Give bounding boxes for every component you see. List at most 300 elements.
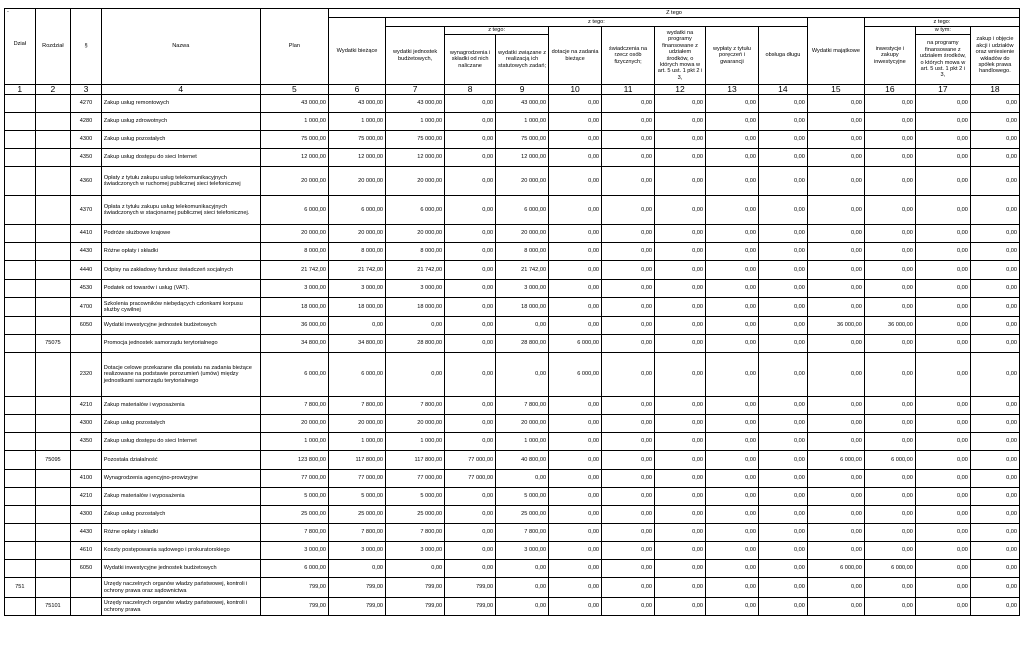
cell-amount: 25 000,00 [260,506,328,524]
cell-amount: 0,00 [915,415,970,433]
cell-amount: 0,00 [915,470,970,488]
cell-amount: 0,00 [655,415,706,433]
cell-amount: 0,00 [655,196,706,225]
table-row [5,598,1020,616]
cell-amount: 0,00 [549,506,602,524]
cell-amount: 0,00 [970,353,1019,397]
cell-dzial [5,451,36,470]
cell-amount: 6 000,00 [386,196,445,225]
cell-amount: 0,00 [758,488,807,506]
cell-rozdzial: 75095 [35,451,71,470]
cell-rozdzial [35,470,71,488]
cell-amount: 0,00 [602,317,655,335]
cell-amount: 0,00 [758,335,807,353]
cell-amount: 7 800,00 [329,524,386,542]
table-row [5,415,1020,433]
cell-amount: 0,00 [807,353,864,397]
header-programy-majatkowe: na programy finansowane z udziałem środków, o których mowa w art. 5 ust. 1 pkt 2 i 3, [915,35,970,85]
cell-amount: 123 800,00 [260,451,328,470]
cell-amount: 0,00 [329,317,386,335]
cell-amount: 0,00 [445,298,496,317]
cell-amount: 0,00 [970,488,1019,506]
cell-amount: 43 000,00 [260,95,328,113]
cell-dzial [5,335,36,353]
cell-nazwa: Różne opłaty i składki [101,524,260,542]
cell-amount: 0,00 [496,470,549,488]
cell-amount: 0,00 [705,542,758,560]
header-obsluga: obsługa długu [758,27,807,85]
cell-amount: 20 000,00 [260,225,328,243]
cell-amount: 7 800,00 [386,397,445,415]
cell-rozdzial [35,524,71,542]
cell-amount: 0,00 [705,488,758,506]
cell-amount: 0,00 [602,335,655,353]
cell-amount: 0,00 [705,149,758,167]
cell-amount: 0,00 [758,280,807,298]
cell-dzial [5,560,36,578]
header-z-tego-2: z tego: [386,18,808,27]
cell-nazwa: Urzędy naczelnych organów władzy państwowej, kontroli i ochrony prawa oraz sądownictwa [101,578,260,598]
cell-amount: 20 000,00 [329,415,386,433]
cell-dzial [5,225,36,243]
cell-rozdzial [35,131,71,149]
cell-amount: 7 800,00 [496,397,549,415]
header-z-tego-4: z tego: [864,18,1019,27]
cell-amount: 0,00 [807,243,864,261]
table-row [5,488,1020,506]
cell-amount: 75 000,00 [260,131,328,149]
cell-amount: 0,00 [970,149,1019,167]
cell-nazwa: Zakup materiałów i wyposażenia [101,488,260,506]
cell-amount: 0,00 [602,280,655,298]
cell-amount: 0,00 [758,298,807,317]
cell-paragraf: 4440 [71,261,102,280]
column-number: 7 [386,85,445,95]
cell-amount: 0,00 [758,131,807,149]
column-number: 5 [260,85,328,95]
cell-amount: 0,00 [807,196,864,225]
cell-amount: 20 000,00 [329,225,386,243]
cell-amount: 6 000,00 [864,560,915,578]
cell-dzial [5,506,36,524]
cell-amount: 0,00 [864,280,915,298]
cell-amount: 0,00 [602,524,655,542]
cell-amount: 0,00 [602,470,655,488]
cell-amount: 0,00 [807,167,864,196]
column-number: 11 [602,85,655,95]
cell-amount: 117 800,00 [386,451,445,470]
cell-nazwa: Wynagrodzenia agencyjno-prowizyjne [101,470,260,488]
cell-amount: 0,00 [655,488,706,506]
cell-amount: 3 000,00 [329,280,386,298]
cell-amount: 0,00 [549,397,602,415]
cell-amount: 0,00 [864,524,915,542]
cell-amount: 0,00 [970,451,1019,470]
cell-amount: 8 000,00 [329,243,386,261]
cell-nazwa: Urzędy naczelnych organów władzy państwowej, kontroli i ochrony prawa [101,598,260,616]
cell-amount: 0,00 [864,113,915,131]
cell-rozdzial [35,196,71,225]
table-row [5,560,1020,578]
cell-amount: 0,00 [864,397,915,415]
cell-amount: 0,00 [705,261,758,280]
cell-amount: 0,00 [445,506,496,524]
cell-amount: 0,00 [758,451,807,470]
cell-nazwa: Opłata z tytułu zakupu usług telekomunikacyjnych świadczonych w stacjonarnej publicznej sieci telefonicznej. [101,196,260,225]
cell-paragraf: 4360 [71,167,102,196]
cell-amount: 0,00 [549,451,602,470]
cell-amount: 0,00 [496,560,549,578]
header-marker: - [7,9,9,15]
cell-amount: 0,00 [915,113,970,131]
cell-amount: 6 000,00 [864,451,915,470]
cell-amount: 0,00 [445,261,496,280]
cell-amount: 0,00 [549,261,602,280]
cell-amount: 0,00 [705,451,758,470]
table-row [5,470,1020,488]
table-row [5,433,1020,451]
cell-amount: 0,00 [758,261,807,280]
cell-amount: 0,00 [864,196,915,225]
cell-amount: 0,00 [549,167,602,196]
cell-rozdzial [35,280,71,298]
cell-dzial [5,261,36,280]
cell-amount: 0,00 [386,560,445,578]
cell-amount: 0,00 [807,506,864,524]
cell-amount: 0,00 [655,542,706,560]
cell-amount: 0,00 [705,317,758,335]
cell-dzial [5,131,36,149]
cell-rozdzial: 75101 [35,598,71,616]
cell-amount: 0,00 [386,353,445,397]
cell-amount: 0,00 [807,335,864,353]
cell-amount: 21 742,00 [386,261,445,280]
cell-nazwa: Zakup usług pozostałych [101,131,260,149]
cell-amount: 0,00 [445,131,496,149]
cell-amount: 0,00 [758,167,807,196]
cell-amount: 0,00 [758,578,807,598]
cell-amount: 12 000,00 [329,149,386,167]
cell-amount: 12 000,00 [260,149,328,167]
cell-amount: 3 000,00 [260,280,328,298]
cell-amount: 0,00 [915,298,970,317]
cell-amount: 0,00 [496,578,549,598]
cell-amount: 0,00 [970,335,1019,353]
cell-amount: 0,00 [915,560,970,578]
cell-amount: 0,00 [807,433,864,451]
cell-amount: 0,00 [602,95,655,113]
cell-amount: 0,00 [970,524,1019,542]
cell-amount: 7 800,00 [260,397,328,415]
cell-amount: 0,00 [915,524,970,542]
table-row [5,196,1020,225]
cell-paragraf [71,335,102,353]
cell-rozdzial [35,113,71,131]
cell-amount: 0,00 [655,167,706,196]
cell-dzial [5,298,36,317]
cell-amount: 0,00 [705,225,758,243]
cell-amount: 0,00 [602,298,655,317]
cell-amount: 5 000,00 [386,488,445,506]
cell-amount: 0,00 [758,415,807,433]
cell-amount: 0,00 [655,560,706,578]
cell-amount: 0,00 [445,560,496,578]
header-dzial-label: Dział [13,41,26,48]
cell-amount: 75 000,00 [496,131,549,149]
cell-amount: 43 000,00 [386,95,445,113]
cell-nazwa: Zakup usług zdrowotnych [101,113,260,131]
cell-amount: 20 000,00 [386,415,445,433]
cell-amount: 5 000,00 [260,488,328,506]
cell-amount: 77 000,00 [445,470,496,488]
cell-amount: 0,00 [549,149,602,167]
cell-nazwa: Pozostała działalność [101,451,260,470]
header-wyplaty: wypłaty z tytułu poręczeń i gwarancji [705,27,758,85]
cell-amount: 0,00 [864,542,915,560]
cell-amount: 6 000,00 [549,335,602,353]
cell-amount: 28 800,00 [386,335,445,353]
cell-amount: 0,00 [915,167,970,196]
cell-amount: 0,00 [915,317,970,335]
cell-amount: 20 000,00 [329,167,386,196]
cell-dzial [5,149,36,167]
cell-amount: 0,00 [445,335,496,353]
cell-dzial [5,488,36,506]
cell-rozdzial [35,298,71,317]
cell-nazwa: Koszty postępowania sądowego i prokuratorskiego [101,542,260,560]
cell-amount: 0,00 [705,397,758,415]
cell-rozdzial [35,488,71,506]
cell-rozdzial: 75075 [35,335,71,353]
cell-amount: 0,00 [655,261,706,280]
cell-amount: 1 000,00 [329,113,386,131]
cell-amount: 0,00 [970,542,1019,560]
cell-amount: 0,00 [864,131,915,149]
cell-amount: 0,00 [915,542,970,560]
cell-amount: 21 742,00 [260,261,328,280]
cell-amount: 0,00 [758,397,807,415]
cell-amount: 0,00 [655,95,706,113]
cell-amount: 0,00 [970,598,1019,616]
cell-dzial [5,243,36,261]
header-inwestycje: inwestycje i zakupy inwestycyjne [864,27,915,85]
cell-dzial [5,167,36,196]
cell-dzial [5,397,36,415]
column-number: 14 [758,85,807,95]
cell-paragraf: 4530 [71,280,102,298]
cell-amount: 0,00 [602,506,655,524]
cell-paragraf: 4300 [71,131,102,149]
cell-nazwa: Podróże służbowe krajowe [101,225,260,243]
cell-amount: 0,00 [549,524,602,542]
cell-amount: 0,00 [445,353,496,397]
cell-amount: 0,00 [864,470,915,488]
cell-amount: 0,00 [807,415,864,433]
cell-amount: 0,00 [807,397,864,415]
cell-amount: 1 000,00 [260,113,328,131]
cell-amount: 0,00 [602,261,655,280]
cell-dzial [5,598,36,616]
cell-amount: 0,00 [602,397,655,415]
cell-amount: 36 000,00 [807,317,864,335]
cell-amount: 0,00 [970,280,1019,298]
cell-amount: 20 000,00 [260,167,328,196]
cell-amount: 0,00 [864,335,915,353]
cell-amount: 0,00 [549,470,602,488]
cell-amount: 0,00 [655,353,706,397]
cell-amount: 20 000,00 [496,415,549,433]
column-number: 16 [864,85,915,95]
cell-amount: 0,00 [705,280,758,298]
cell-paragraf: 4210 [71,397,102,415]
cell-amount: 0,00 [758,243,807,261]
cell-amount: 0,00 [915,149,970,167]
cell-amount: 0,00 [970,578,1019,598]
cell-amount: 20 000,00 [496,225,549,243]
cell-paragraf: 4300 [71,506,102,524]
cell-nazwa: Wydatki inwestycyjne jednostek budżetowych [101,560,260,578]
cell-amount: 0,00 [807,524,864,542]
cell-amount: 6 000,00 [496,196,549,225]
cell-amount: 7 800,00 [496,524,549,542]
cell-amount: 25 000,00 [329,506,386,524]
cell-amount: 0,00 [549,560,602,578]
cell-amount: 0,00 [915,451,970,470]
cell-amount: 0,00 [915,131,970,149]
cell-amount: 799,00 [445,598,496,616]
header-paragraf: § [71,9,102,85]
cell-amount: 3 000,00 [260,542,328,560]
cell-amount: 0,00 [655,243,706,261]
cell-amount: 7 800,00 [386,524,445,542]
cell-dzial [5,433,36,451]
cell-amount: 0,00 [864,598,915,616]
cell-dzial [5,280,36,298]
cell-amount: 1 000,00 [260,433,328,451]
cell-amount: 21 742,00 [329,261,386,280]
cell-amount: 7 800,00 [329,397,386,415]
cell-amount: 0,00 [655,433,706,451]
cell-amount: 8 000,00 [386,243,445,261]
cell-paragraf: 4270 [71,95,102,113]
table-row [5,578,1020,598]
cell-amount: 0,00 [655,335,706,353]
cell-amount: 0,00 [549,131,602,149]
cell-rozdzial [35,560,71,578]
cell-amount: 0,00 [549,578,602,598]
table-row [5,335,1020,353]
cell-nazwa: Różne opłaty i składki [101,243,260,261]
cell-amount: 0,00 [655,131,706,149]
cell-amount: 0,00 [602,598,655,616]
cell-dzial [5,113,36,131]
cell-amount: 0,00 [807,298,864,317]
cell-amount: 0,00 [602,196,655,225]
cell-amount: 7 800,00 [260,524,328,542]
cell-amount: 8 000,00 [496,243,549,261]
cell-amount: 0,00 [970,433,1019,451]
cell-amount: 0,00 [807,131,864,149]
cell-amount: 0,00 [758,113,807,131]
cell-amount: 0,00 [602,113,655,131]
cell-rozdzial [35,225,71,243]
cell-amount: 0,00 [602,353,655,397]
cell-amount: 0,00 [864,578,915,598]
cell-nazwa: Zakup usług dostępu do sieci Internet [101,433,260,451]
cell-amount: 20 000,00 [496,167,549,196]
cell-paragraf: 4350 [71,433,102,451]
cell-amount: 0,00 [705,113,758,131]
cell-amount: 0,00 [915,196,970,225]
cell-amount: 18 000,00 [329,298,386,317]
cell-amount: 117 800,00 [329,451,386,470]
cell-amount: 0,00 [970,560,1019,578]
table-body [5,95,1020,616]
cell-nazwa: Zakup usług pozostałych [101,506,260,524]
cell-amount: 0,00 [445,317,496,335]
cell-amount: 12 000,00 [496,149,549,167]
cell-amount: 3 000,00 [496,542,549,560]
cell-rozdzial [35,353,71,397]
cell-amount: 6 000,00 [260,353,328,397]
cell-amount: 75 000,00 [386,131,445,149]
cell-amount: 799,00 [445,578,496,598]
cell-amount: 0,00 [758,353,807,397]
cell-amount: 21 742,00 [496,261,549,280]
cell-amount: 5 000,00 [496,488,549,506]
cell-paragraf: 4300 [71,415,102,433]
cell-amount: 0,00 [970,415,1019,433]
cell-amount: 0,00 [807,470,864,488]
cell-rozdzial [35,243,71,261]
cell-amount: 18 000,00 [496,298,549,317]
cell-paragraf [71,451,102,470]
column-number: 2 [35,85,71,95]
cell-amount: 0,00 [915,280,970,298]
cell-amount: 0,00 [549,542,602,560]
cell-amount: 0,00 [807,542,864,560]
cell-rozdzial [35,506,71,524]
table-row [5,542,1020,560]
cell-amount: 0,00 [758,506,807,524]
cell-amount: 0,00 [705,298,758,317]
column-number-row [5,85,1020,95]
cell-amount: 0,00 [549,113,602,131]
cell-amount: 0,00 [807,149,864,167]
column-number: 15 [807,85,864,95]
cell-amount: 0,00 [602,415,655,433]
cell-amount: 75 000,00 [329,131,386,149]
cell-nazwa: Dotacje celowe przekazane dla powiatu na zadania bieżące realizowane na podstawie porozumień (umów) między jednostkami samorządu terytorialnego [101,353,260,397]
cell-rozdzial [35,415,71,433]
cell-amount: 0,00 [445,95,496,113]
cell-amount: 0,00 [807,578,864,598]
cell-amount: 0,00 [864,225,915,243]
cell-dzial [5,524,36,542]
cell-amount: 0,00 [970,298,1019,317]
cell-amount: 0,00 [655,470,706,488]
cell-amount: 0,00 [864,149,915,167]
cell-amount: 0,00 [915,433,970,451]
cell-amount: 0,00 [864,506,915,524]
cell-amount: 0,00 [915,243,970,261]
cell-dzial [5,415,36,433]
cell-amount: 0,00 [549,433,602,451]
cell-amount: 0,00 [864,298,915,317]
column-number: 18 [970,85,1019,95]
cell-paragraf: 4700 [71,298,102,317]
cell-amount: 0,00 [864,95,915,113]
